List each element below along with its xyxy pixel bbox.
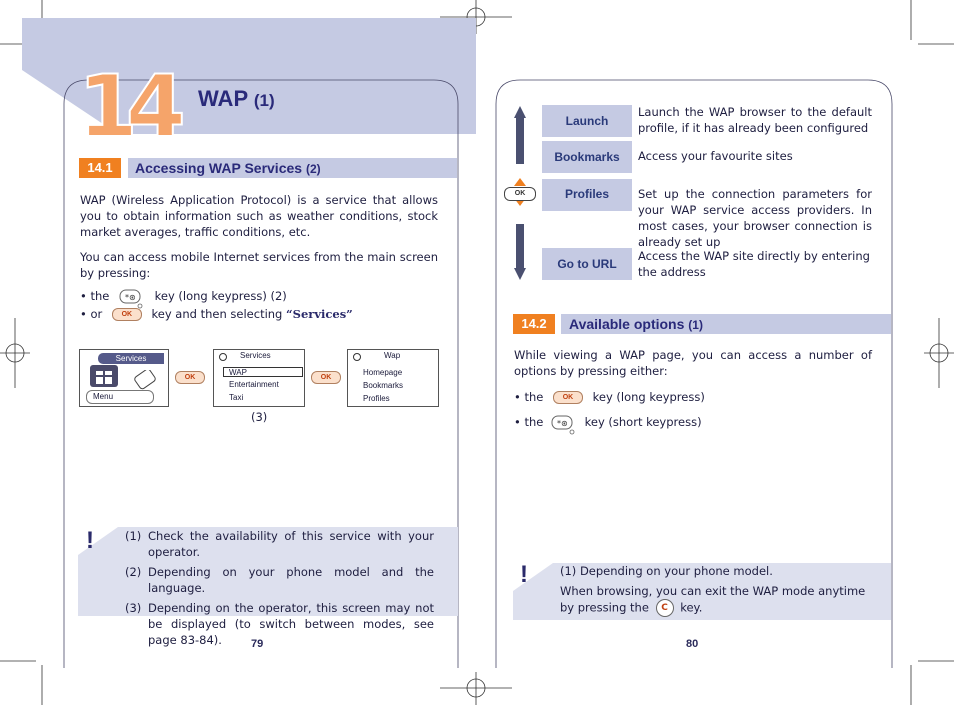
menu-bookmarks-desc: Access your favourite sites xyxy=(638,149,793,163)
footnote-text: Depending on your phone model and the language. xyxy=(148,565,434,595)
page-number-left: 79 xyxy=(251,638,264,650)
right-footnote-2 xyxy=(560,583,870,617)
menu-profiles: Profiles xyxy=(542,179,632,211)
wap-key-graphic xyxy=(549,415,579,435)
bullet-strong: “Services” xyxy=(286,307,353,321)
screen-wap-item: Bookmarks xyxy=(363,381,404,390)
section-14-2-number: 14.2 xyxy=(513,314,555,334)
note-text: When browsing, you can exit the WAP mode anytime by pressing the xyxy=(560,584,866,615)
footnote-2 xyxy=(125,564,434,596)
bullet-long-keypress xyxy=(80,288,287,306)
screen-wap-item: Homepage xyxy=(363,368,403,377)
wap-symbol-icon xyxy=(352,352,362,362)
bullet-mid: key and then selecting xyxy=(151,307,283,321)
bullet-prefix: • the xyxy=(514,415,544,429)
screen-wap xyxy=(347,349,439,407)
menu-go-to-url: Go to URL xyxy=(542,248,632,280)
svg-text:*⊛: *⊛ xyxy=(124,292,136,302)
screen-wap-title: Wap xyxy=(384,351,401,360)
ok-key-label: OK xyxy=(112,308,142,321)
ok-key-icon xyxy=(112,308,142,321)
footnote-3 xyxy=(125,600,434,648)
menu-go-to-url-desc: Access the WAP site directly by entering the address xyxy=(638,249,870,279)
bullet-wap-short xyxy=(514,414,702,434)
options-paragraph: While viewing a WAP page, you can access a number of options by pressing either: xyxy=(514,348,872,378)
screen-menu-header: Services xyxy=(98,353,164,364)
footnote-number: (2) xyxy=(125,565,142,579)
wap-key-icon xyxy=(117,289,147,305)
section-14-2-title-text: Available options xyxy=(569,316,685,332)
screen-menu-footer: Menu xyxy=(86,390,154,404)
phone-graphic xyxy=(132,370,158,390)
bullet-prefix: • the xyxy=(80,289,110,303)
screen-menu xyxy=(79,349,169,407)
intro-paragraph: WAP (Wireless Application Protocol) is a service that allows you to obtain information such as weather conditions, stock market averages, traffic conditions, etc. xyxy=(80,193,438,239)
ok-key-label: OK xyxy=(553,391,583,404)
screen-wap-item: Profiles xyxy=(363,394,390,403)
access-paragraph: You can access mobile Internet services from the main screen by pressing: xyxy=(80,250,438,280)
chapter-title-text: WAP xyxy=(198,86,248,111)
bullet-suffix: key (long keypress) (2) xyxy=(154,289,287,303)
svg-text:*⊛: *⊛ xyxy=(556,418,568,428)
chapter-title-suffix: (1) xyxy=(253,91,275,110)
ok-arrow-1: OK xyxy=(175,371,205,384)
wap-symbol-graphic xyxy=(218,352,228,362)
warning-icon: ! xyxy=(520,561,528,588)
gift-graphic xyxy=(90,365,118,387)
wap-key-icon xyxy=(549,415,579,431)
chapter-number-graphic xyxy=(78,64,188,144)
section-14-2-title-suffix: (1) xyxy=(688,318,703,332)
menu-bookmarks: Bookmarks xyxy=(542,141,632,173)
footnote-number: (3) xyxy=(125,601,142,615)
menu-launch: Launch xyxy=(542,105,632,137)
footnote-number: (1) xyxy=(125,529,142,543)
menu-profiles-desc: Set up the connection parameters for your WAP service access providers. In most cases, your browser connection is already set up xyxy=(638,187,872,249)
menu-launch-desc: Launch the WAP browser to the default profile, if it has already been configured xyxy=(638,105,872,135)
bullet-prefix: • or xyxy=(80,307,103,321)
section-14-1-title xyxy=(135,158,321,179)
c-key-icon: C xyxy=(656,599,674,617)
gift-icon xyxy=(90,365,118,387)
note-text: key. xyxy=(680,600,703,615)
warning-icon: ! xyxy=(86,527,94,554)
bullet-suffix: key (long keypress) xyxy=(592,390,705,404)
screen-services-item-selected: WAP xyxy=(223,367,303,377)
footnote-text: Depending on the operator, this screen may not be displayed (to switch between modes, see page 83-84). xyxy=(148,601,434,647)
wap-symbol-icon xyxy=(218,352,228,362)
section-14-1-title-text: Accessing WAP Services xyxy=(135,160,303,176)
screens-caption: (3) xyxy=(251,410,268,424)
bullet-suffix: key (short keypress) xyxy=(584,415,702,429)
ok-key-icon xyxy=(553,391,583,404)
ok-arrow-2: OK xyxy=(311,371,341,384)
wap-symbol-graphic xyxy=(352,352,362,362)
footnote-text: Check the availability of this service with your operator. xyxy=(148,529,434,559)
chapter-title xyxy=(198,86,275,114)
svg-text:14: 14 xyxy=(78,64,174,144)
bullet-prefix: • the xyxy=(514,390,544,404)
screen-services xyxy=(213,349,305,407)
bullet-ok-long xyxy=(514,389,705,405)
footnote-1 xyxy=(125,528,434,560)
bullet-ok-key xyxy=(80,306,353,322)
page-number-right: 80 xyxy=(686,638,699,650)
section-14-2-title xyxy=(569,314,703,335)
phone-icon xyxy=(132,370,158,390)
screen-services-item: Entertainment xyxy=(229,380,279,389)
screen-services-title: Services xyxy=(240,351,271,360)
left-footnotes xyxy=(125,528,434,648)
ok-key-nav: OK xyxy=(504,187,536,201)
chapter-number xyxy=(78,64,188,144)
section-14-1-title-suffix: (2) xyxy=(305,162,321,176)
screen-services-item: Taxi xyxy=(229,393,244,402)
section-14-1-number: 14.1 xyxy=(79,158,121,178)
right-footnote-1: (1) Depending on your phone model. xyxy=(560,564,773,578)
